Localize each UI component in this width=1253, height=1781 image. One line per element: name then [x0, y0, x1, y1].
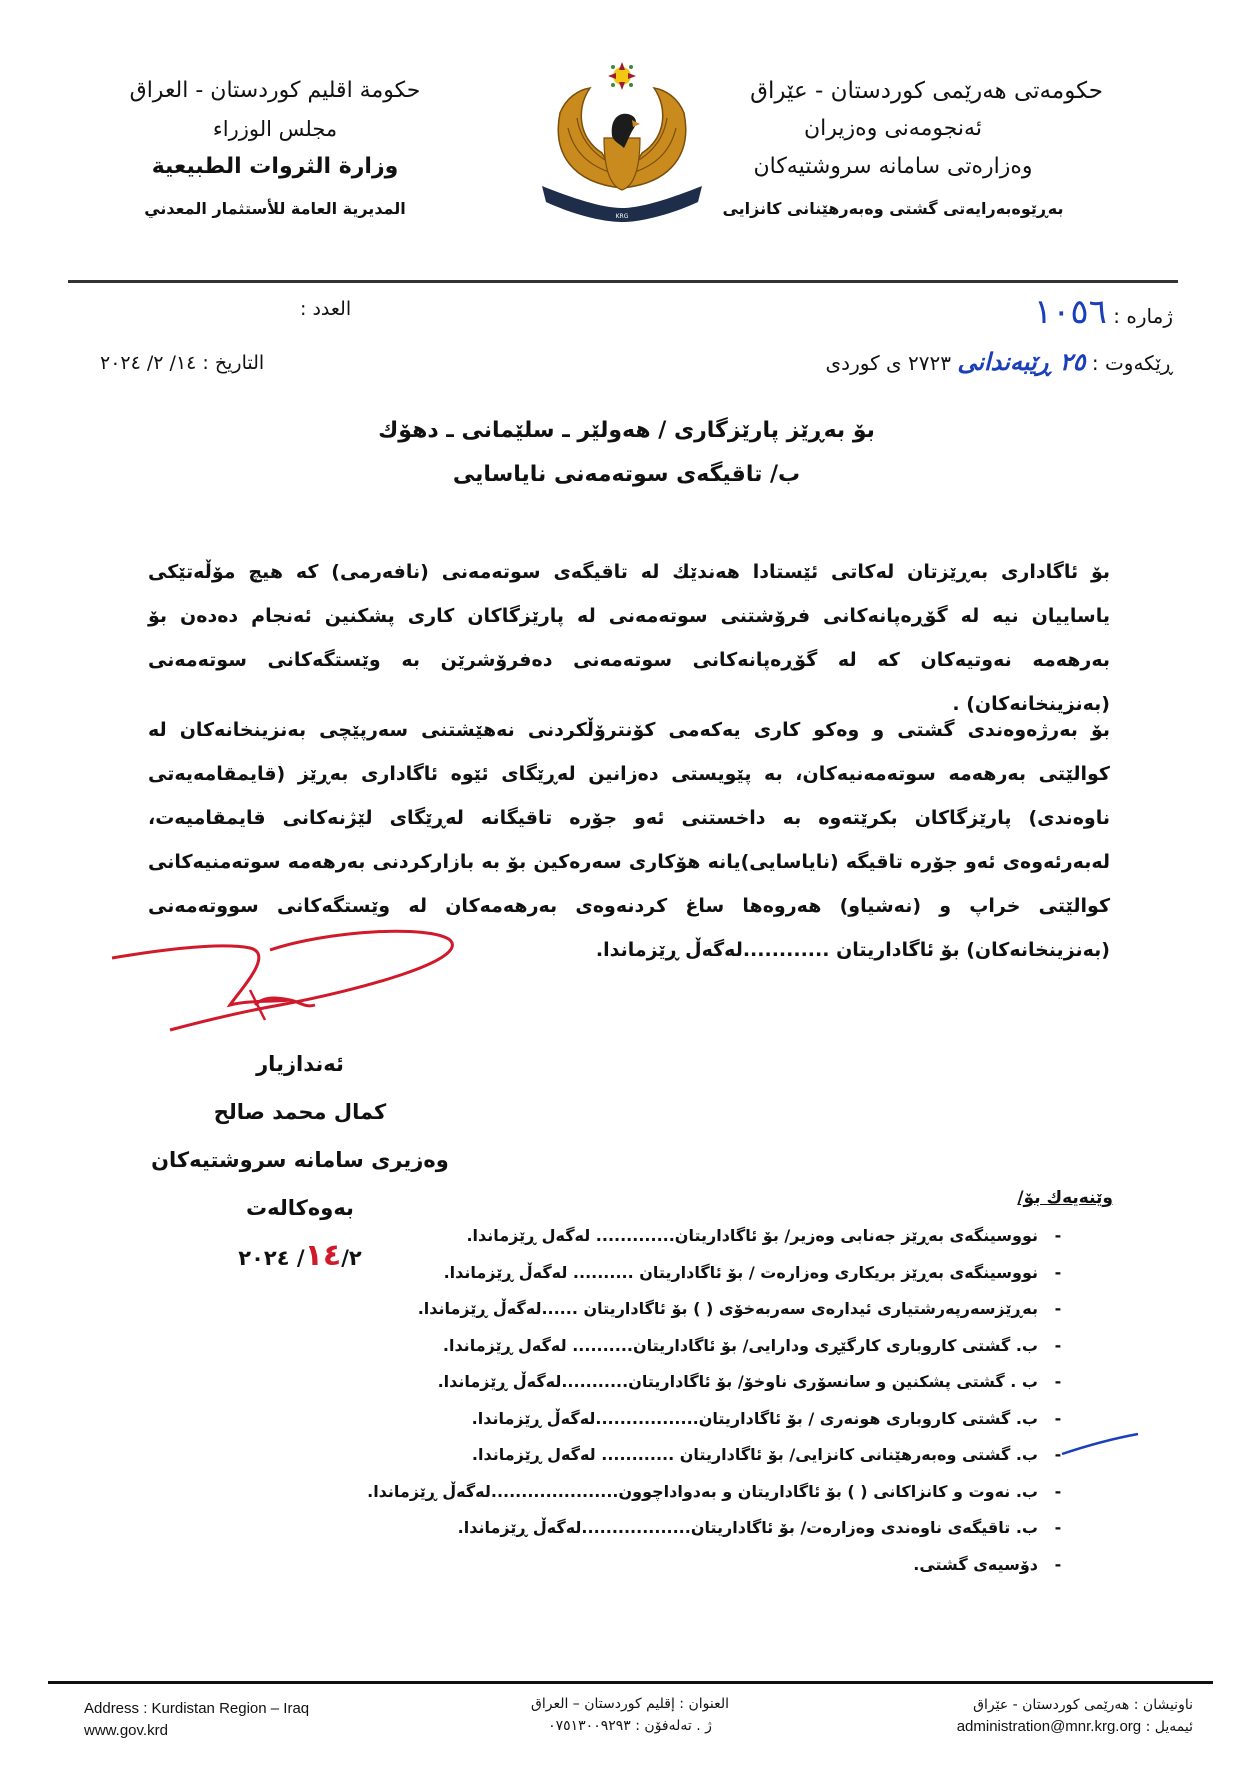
cc-title: وێنەیەك بۆ/ — [1017, 1188, 1113, 1208]
cc-item-text: نووسینگەی بەڕێز بریکاری وەزارەت / بۆ ئاگاداریتان .......... لەگەڵ ڕێزماندا. — [443, 1262, 1038, 1282]
cc-item-text: ب. گشتی کاروباری هونەری / بۆ ئاگاداریتان.................لەگەڵ ڕێزماندا. — [471, 1408, 1038, 1428]
cc-item-text: ب. تاقیگەی ناوەندی وەزارەت/ بۆ ئاگاداریتان..................لەگەڵ ڕێزماندا. — [457, 1518, 1038, 1537]
footer-email: administration@mnr.krg.org — [956, 1718, 1142, 1735]
kurdish-ministry-name: وەزارەتی سامانە سروشتیەکان — [753, 154, 1033, 179]
header-divider — [68, 280, 1178, 283]
number-label-kurdish: ژمارە : — [1113, 304, 1173, 328]
kurdish-council-name: ئەنجومەنی وەزیران — [804, 116, 982, 141]
cc-item-text: ب. نەوت و کانزاکانی ( ) بۆ ئاگاداریتان و بەدواداچوون.....................لەگەڵ ڕێزماندا. — [367, 1481, 1038, 1501]
cc-item-text: بەڕێزسەرپەرشتیاری ئیدارەی سەربەخۆی ( ) بۆ ئاگاداریتان ......لەگەڵ ڕێزماندا. — [417, 1299, 1038, 1318]
arabic-government-name: حكومة اقليم كوردستان - العراق — [129, 78, 421, 103]
cc-item: -دۆسیەی گشتی. — [913, 1554, 1062, 1574]
footer-kurdish — [957, 1694, 1193, 1738]
cc-item-text: ب. گشتی وەبەرهێنانی کانزایی/ بۆ ئاگاداریتان ............ لەگەل ڕێزماندا. — [471, 1445, 1038, 1464]
footer-english-address: Address : Kurdistan Region – Iraq — [84, 1700, 310, 1717]
cc-item: -ب. تاقیگەی ناوەندی وەزارەت/ بۆ ئاگاداریتان..................لەگەڵ ڕێزماندا. — [457, 1518, 1062, 1537]
signatory-capacity: بەوەکالەت — [246, 1196, 354, 1220]
cc-item-text: ب. گشتی کاروباری کارگێڕی ودارایی/ بۆ ئاگاداریتان.......... لەگەل ڕێزماندا. — [442, 1335, 1038, 1355]
date-label-arabic: التاريخ : — [202, 352, 265, 374]
cc-item: -ب. گشتی کاروباری هونەری / بۆ ئاگاداریتان.................لەگەڵ ڕێزماندا. — [471, 1408, 1062, 1428]
kurdish-year: ٢٧٢٣ ی کوردی — [825, 351, 951, 375]
arabic-ministry-name: وزارة الثروات الطبيعية — [151, 154, 399, 179]
date-label-kurdish: ڕێکەوت : — [1091, 351, 1173, 375]
cc-item: -ب. گشتی کاروباری کارگێڕی ودارایی/ بۆ ئاگاداریتان.......... لەگەل ڕێزماندا. — [442, 1335, 1062, 1355]
reference-date-kurdish — [826, 348, 1173, 376]
kurdish-directorate-name: بەڕێوەبەرایەتی گشتی وەبەرهێنانی کانزایی — [722, 199, 1064, 218]
handwritten-signature — [100, 920, 470, 1040]
handwritten-number: ١٠٥٦ — [1033, 292, 1107, 332]
footer-email-label: ئیمەیل : — [1145, 1719, 1193, 1735]
letter-recipient: بۆ بەڕێز پارێزگاری / هەولێر ـ سلێمانی ـ دهۆك — [378, 418, 875, 443]
cc-item-text: نووسینگەی بەڕێز جەنابی وەزیر/ بۆ ئاگاداریتان............. لەگەل ڕێزماندا. — [466, 1226, 1038, 1245]
letterhead-arabic — [110, 72, 440, 228]
body-paragraph-1: بۆ ئاگاداری بەڕێزتان لەکاتی ئێستادا هەندێك لە تاقیگەی سوتەمەنی (نافەرمی) کە هیچ مۆڵەتێکی یاساییان نیە لە گۆڕەپانەکانی فرۆشتنی سوتەمەنی لە پارێزگاکان کاری پشکنین ئەنجام دەدەن بۆ بەرهەمە نەوتیەکان کە لە گۆڕەپانەکانی سوتەمەنی دەفرۆشرێن بە وێستگەکانی سوتەمەنی (بەنزینخانەکان) . — [148, 561, 1110, 715]
footer-website: www.gov.krd — [84, 1722, 168, 1739]
arabic-council-name: مجلس الوزراء — [212, 117, 338, 141]
signatory-name: کمال محمد صالح — [213, 1100, 387, 1124]
cc-item: -نووسینگەی بەڕێز جەنابی وەزیر/ بۆ ئاگاداریتان............. لەگەل ڕێزماندا. — [466, 1226, 1062, 1245]
footer-kurdish-address: ناونیشان : هەرێمی کوردستان - عێراق — [973, 1697, 1193, 1713]
letter-subject: ب/ تاقیگەی سوتەمەنی نایاسایی — [452, 462, 801, 487]
cc-item: -نووسینگەی بەڕێز بریکاری وەزارەت / بۆ ئاگاداریتان .......... لەگەڵ ڕێزماندا. — [443, 1262, 1062, 1282]
footer-phone: ژ . تەلەفۆن : ٠٧٥١٣٠٠٩٢٩٣ — [548, 1718, 712, 1734]
signature-month-year: /٢/ ٢٠٢٤ — [238, 1246, 362, 1270]
handwritten-day: ١٤ — [304, 1238, 342, 1273]
eagle-emblem-icon — [532, 58, 712, 228]
footer-english — [84, 1698, 309, 1742]
cc-item: -ب. گشتی وەبەرهێنانی کانزایی/ بۆ ئاگاداریتان ............ لەگەل ڕێزماندا. — [471, 1445, 1062, 1464]
reference-number — [1034, 292, 1173, 332]
reference-date-arabic — [100, 352, 264, 374]
footer-divider — [48, 1681, 1213, 1684]
cc-item-text: دۆسیەی گشتی. — [913, 1554, 1038, 1574]
emblem-ribbon-text: KRG — [615, 213, 629, 220]
kurdish-government-name: حکومەتی هەرێمی کوردستان - عێراق — [750, 78, 1103, 104]
handwritten-check-mark-icon — [1060, 1430, 1140, 1460]
handwritten-kurdish-date: ٢٥ ڕێبەندانی — [957, 348, 1086, 376]
arabic-directorate-name: المديرية العامة للأستثمار المعدني — [144, 199, 406, 218]
gregorian-date: ١٤/ ٢/ ٢٠٢٤ — [100, 352, 197, 374]
cc-item: -ب. نەوت و کانزاکانی ( ) بۆ ئاگاداریتان و بەدواداچوون.....................لەگەڵ ڕێزماندا. — [367, 1481, 1062, 1501]
krg-emblem-logo — [532, 58, 712, 228]
cc-item: -ب . گشتی پشکنین و سانسۆری ناوخۆ/ بۆ ئاگاداریتان...........لەگەڵ ڕێزماندا. — [437, 1372, 1062, 1391]
cc-item: -بەڕێزسەرپەرشتیاری ئیدارەی سەربەخۆی ( ) بۆ ئاگاداریتان ......لەگەڵ ڕێزماندا. — [417, 1299, 1062, 1318]
letterhead-kurdish — [683, 72, 1103, 228]
body-paragraph-2: بۆ بەرژەوەندی گشتی و وەکو کاری یەکەمی کۆنترۆڵکردنی نەهێشتنی سەرپێچی بەنزینخانەکان لە کوالێتی بەرهەمە سوتەمەنیەکان، بە پێویستی دەزانین لەڕێگای ئێوە ئاگاداری بەڕێز (قایمقامەیەتی ناوەندی) پارێزگاکان بکرێتەوە بە داخستنی ئەو جۆرە تاقیگانە لەڕێگای لێژنەکانی قایمقامیەت، لەبەرئەوەی ئەو جۆرە تاقیگە (نایاسایی)یانە هۆکاری سەرەکین بۆ بە بازارکردنی بەرهەمە سوتەمنیەکانی کوالێتی خراپ و (نەشیاو) هەروەها ساغ کردنەوەی بەرهەمەکان لە وێستگەکانی سووتەمەنی (بەنزینخانەکان) بۆ ئاگاداریتان ............لەگەڵ ڕێزماندا. — [148, 719, 1110, 961]
footer-arabic-address: العنوان : إقليم كوردستان – العراق — [530, 1696, 730, 1712]
number-label-arabic: العدد : — [300, 298, 352, 320]
footer-arabic — [520, 1693, 740, 1737]
cc-list — [367, 1218, 1078, 1583]
signatory-position: وەزیری سامانە سروشتیەکان — [151, 1148, 449, 1172]
footer-email-line — [957, 1716, 1193, 1738]
signatory-title: ئەندازیار — [256, 1052, 344, 1076]
cc-item-text: ب . گشتی پشکنین و سانسۆری ناوخۆ/ بۆ ئاگاداریتان...........لەگەڵ ڕێزماندا. — [437, 1372, 1038, 1391]
